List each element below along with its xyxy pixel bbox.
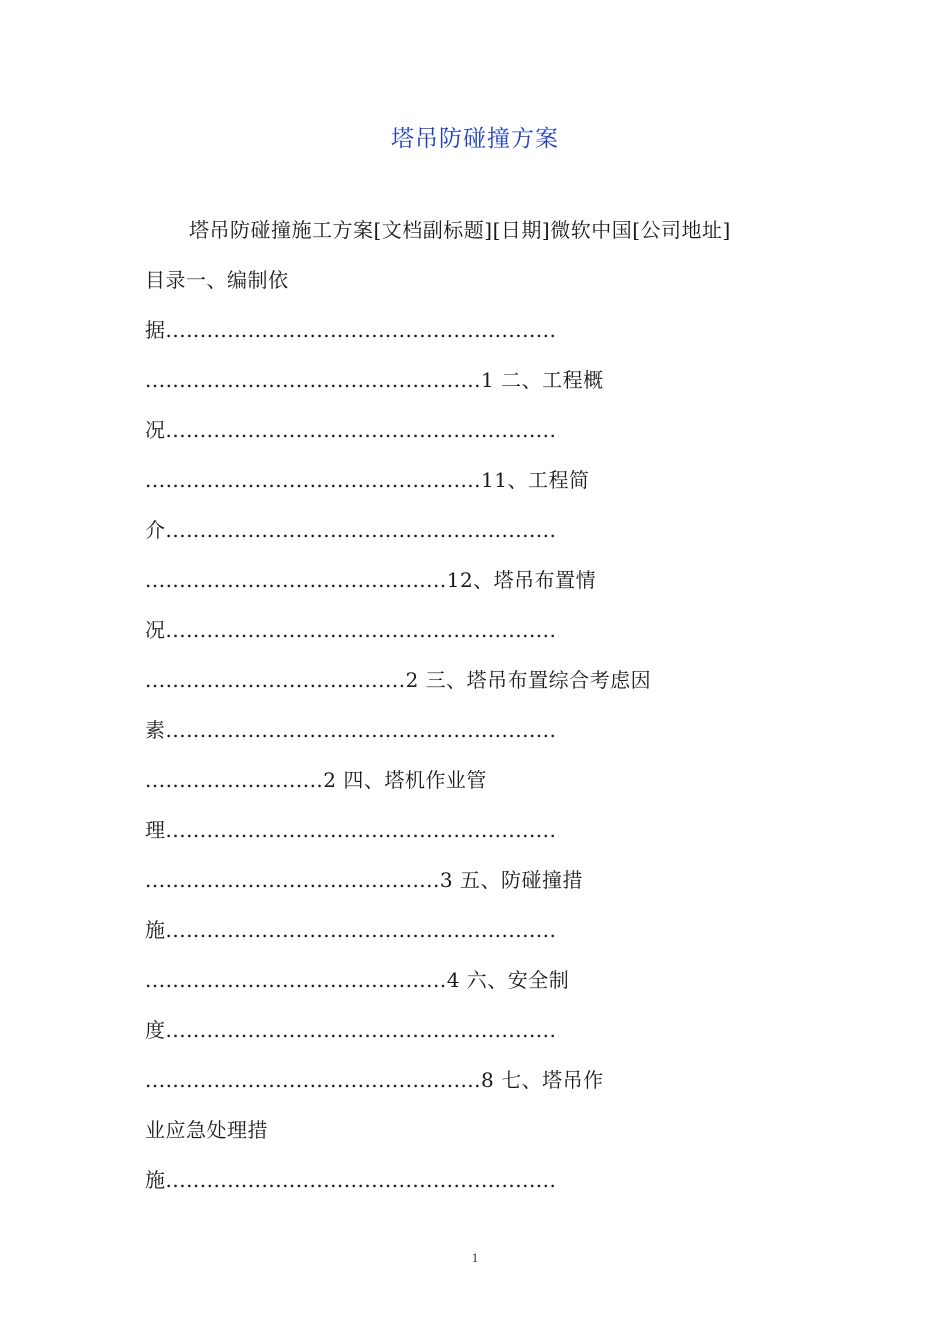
toc-line: 业应急处理措 bbox=[145, 1118, 268, 1142]
toc-line: ...........................................3 五、防碰撞措 bbox=[145, 868, 583, 892]
toc-line: 况......................................................... bbox=[145, 618, 557, 642]
toc-line: 理......................................................... bbox=[145, 818, 557, 842]
document-title: 塔吊防碰撞方案 bbox=[391, 126, 559, 152]
toc-line: ..........................2 四、塔机作业管 bbox=[145, 768, 487, 792]
toc-line: .................................................11、工程简 bbox=[145, 468, 590, 492]
toc-line: 目录一、编制依 bbox=[145, 268, 289, 292]
toc-line: ............................................4 六、安全制 bbox=[145, 968, 570, 992]
toc-line: 施......................................................... bbox=[145, 918, 557, 942]
page-number: 1 bbox=[471, 1250, 479, 1265]
toc-line: .................................................8 七、塔吊作 bbox=[145, 1068, 604, 1092]
toc-line: ............................................12、塔吊布置情 bbox=[145, 568, 597, 592]
toc-line: .................................................1 二、工程概 bbox=[145, 368, 604, 392]
intro-line: 塔吊防碰撞施工方案[文档副标题][日期]微软中国[公司地址] bbox=[189, 218, 731, 242]
toc-line: 施......................................................... bbox=[145, 1168, 557, 1192]
toc-line: 素......................................................... bbox=[145, 718, 557, 742]
document-body bbox=[145, 205, 810, 1205]
toc-line: 据......................................................... bbox=[145, 318, 557, 342]
toc-line: 况......................................................... bbox=[145, 418, 557, 442]
toc-line: 度......................................................... bbox=[145, 1018, 557, 1042]
toc-line: ......................................2 三、塔吊布置综合考虑因 bbox=[145, 668, 652, 692]
toc-line: 介......................................................... bbox=[145, 518, 557, 542]
